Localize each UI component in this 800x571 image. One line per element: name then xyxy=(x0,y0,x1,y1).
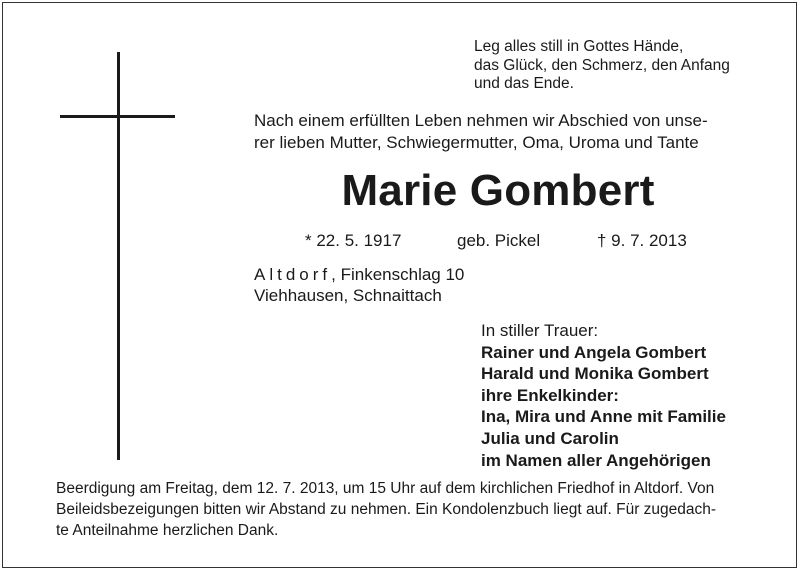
notice-line: Beileidsbezeigungen bitten wir Abstand zu nehmen. Ein Kondolenzbuch liegt auf. Für zugedach- xyxy=(56,501,717,518)
verse-line: und das Ende. xyxy=(474,75,574,92)
birth-date: * 22. 5. 1917 xyxy=(305,231,402,250)
town-name: Altdorf xyxy=(254,265,332,284)
mourner-name: Ina, Mira und Anne mit Familie xyxy=(481,407,726,427)
cross-icon-vertical-beam xyxy=(117,52,120,460)
mourner-name: Rainer und Angela Gombert xyxy=(481,342,707,362)
verse-line: das Glück, den Schmerz, den Anfang xyxy=(474,56,730,74)
mourners-list xyxy=(481,320,726,471)
death-date: † 9. 7. 2013 xyxy=(597,231,687,250)
address-line-2: Viehhausen, Schnaittach xyxy=(254,286,442,305)
intro-line: Nach einem erfüllten Leben nehmen wir Abschied von unse- xyxy=(254,111,708,130)
street-name: , Finkenschlag 10 xyxy=(331,265,465,284)
notice-line: Beerdigung am Freitag, dem 12. 7. 2013, um 15 Uhr auf dem kirchlichen Friedhof in Altdorf. Von xyxy=(56,480,715,497)
mourner-name: ihre Enkelkinder: xyxy=(481,385,619,405)
verse-line: Leg alles still in Gottes Hände, xyxy=(474,38,684,55)
mourners-heading: In stiller Trauer: xyxy=(481,321,599,340)
residence-address xyxy=(254,264,464,306)
cross-icon-horizontal-beam xyxy=(60,115,175,118)
announcement-intro xyxy=(254,110,708,154)
mourner-name: im Namen aller Angehörigen xyxy=(481,450,711,470)
memorial-verse xyxy=(474,38,730,94)
intro-line: rer lieben Mutter, Schwiegermutter, Oma, Uroma und Tante xyxy=(254,133,699,152)
funeral-notice xyxy=(56,478,716,541)
notice-line: te Anteilnahme herzlichen Dank. xyxy=(56,522,279,539)
mourner-name: Harald und Monika Gombert xyxy=(481,364,709,384)
address-line-1 xyxy=(254,264,464,285)
maiden-name: geb. Pickel xyxy=(457,231,541,250)
deceased-name: Marie Gombert xyxy=(341,166,655,215)
mourner-name: Julia und Carolin xyxy=(481,428,619,448)
